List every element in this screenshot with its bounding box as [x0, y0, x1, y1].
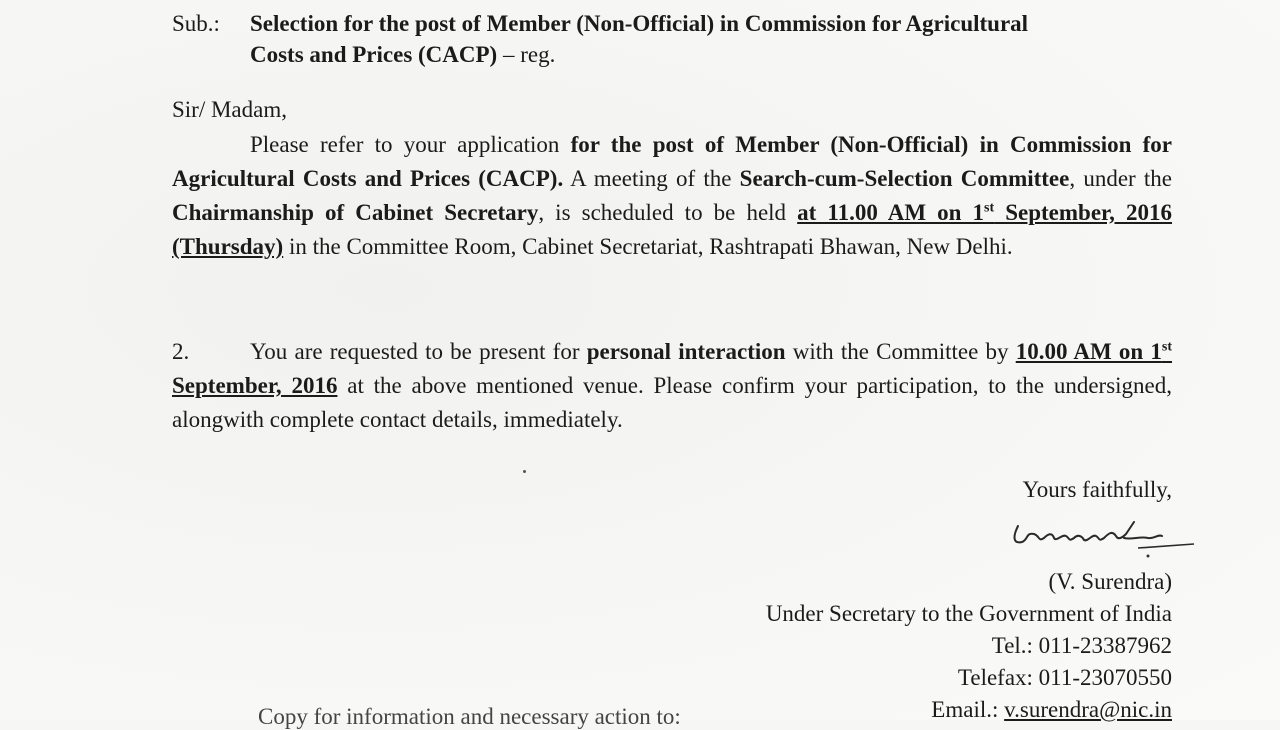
- p2-text-e: at the above mentioned venue. Please confirm your participation, to the undersigned, alongwith complete contact details, immediately.: [172, 373, 1173, 432]
- p2-text-c: with the Committee by: [785, 339, 1016, 364]
- p2-datetime-sup: st: [1161, 339, 1173, 355]
- p2-number: 2.: [172, 339, 190, 364]
- subject-reg: – reg.: [497, 42, 556, 67]
- signatory-telefax: Telefax: 011-23070550: [957, 665, 1172, 690]
- signatory-email-line: [766, 694, 1172, 726]
- scan-speck: [523, 470, 526, 473]
- p1-chair-bold: Chairmanship of Cabinet Secretary: [172, 200, 539, 225]
- p1-text-a: Please refer to your application: [250, 132, 571, 157]
- p2-interaction-bold: personal interaction: [586, 339, 786, 364]
- subject-label: Sub.:: [172, 11, 220, 36]
- signature-image: [1008, 508, 1208, 568]
- p1-datetime-a: at 11.00 AM on 1: [797, 200, 985, 225]
- copy-line: Copy for information and necessary action to:: [258, 704, 681, 729]
- p1-post-bold: for the post of Member (Non-Official) in Commission for Agricultural Costs and Prices (CACP).: [172, 132, 1173, 191]
- salutation: Sir/ Madam,: [172, 97, 287, 122]
- email-link[interactable]: v.surendra@nic.in: [1004, 697, 1172, 722]
- closing: Yours faithfully,: [1022, 477, 1172, 502]
- paragraph-2: [172, 335, 1172, 437]
- p1-datetime-b: September, 2016 (Thursday): [172, 200, 1172, 259]
- p1-text-e: , under the: [1069, 166, 1172, 191]
- p1-text-g: , is scheduled to be held: [538, 200, 798, 225]
- p2-text-a: You are requested to be present for: [250, 339, 587, 364]
- signatory-block: [766, 566, 1172, 726]
- p1-committee-bold: Search-cum-Selection Committee: [739, 166, 1070, 191]
- signatory-tel: Tel.: 011-23387962: [991, 633, 1172, 658]
- email-label: Email.:: [931, 697, 1005, 722]
- p1-text-c: A meeting of the: [563, 166, 740, 191]
- subject-text: [250, 8, 1172, 70]
- p1-text-i: in the Committee Room, Cabinet Secretariat, Rashtrapati Bhawan, New Delhi.: [283, 234, 1013, 259]
- signatory-name: (V. Surendra): [1048, 569, 1172, 594]
- subject-line2: Costs and Prices (CACP): [250, 42, 498, 67]
- signatory-designation: Under Secretary to the Government of India: [765, 601, 1172, 626]
- subject-line1: Selection for the post of Member (Non-Official) in Commission for Agricultural: [250, 11, 1029, 36]
- p2-datetime-a: 10.00 AM on 1: [1015, 339, 1162, 364]
- paragraph-1: [172, 128, 1172, 264]
- p2-datetime-b: September, 2016: [172, 373, 338, 398]
- p1-datetime-sup: st: [984, 200, 995, 216]
